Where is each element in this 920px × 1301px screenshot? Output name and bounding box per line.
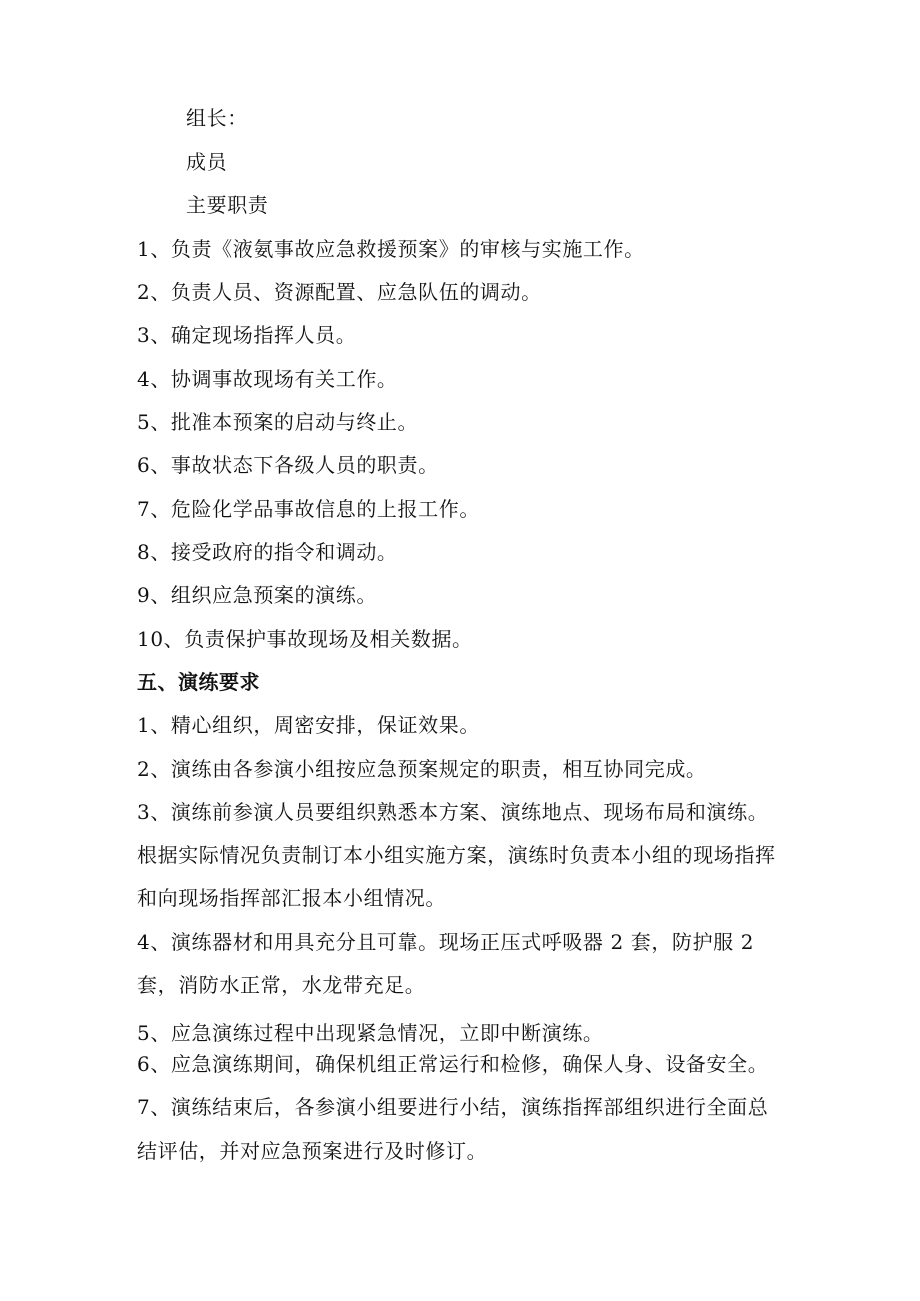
requirement-item-1: 1、精心组织，周密安排，保证效果。 xyxy=(137,713,480,737)
duty-item-2: 2、负责人员、资源配置、应急队伍的调动。 xyxy=(137,280,542,304)
requirement-item-3-cont-1: 根据实际情况负责制订本小组实施方案，演练时负责本小组的现场指挥 xyxy=(137,843,776,867)
requirement-item-4: 4、演练器材和用具充分且可靠。现场正压式呼吸器 2 套，防护服 2 xyxy=(137,930,755,954)
requirement-item-7: 7、演练结束后，各参演小组要进行小结，演练指挥部组织进行全面总 xyxy=(137,1095,769,1119)
members-label: 成员 xyxy=(186,150,228,174)
duty-item-3: 3、确定现场指挥人员。 xyxy=(137,323,357,347)
duties-label: 主要职责 xyxy=(186,193,269,217)
requirement-item-4-cont: 套，消防水正常，水龙带充足。 xyxy=(137,973,426,997)
leader-label: 组长： xyxy=(186,106,248,130)
duty-item-8: 8、接受政府的指令和调动。 xyxy=(137,540,398,564)
requirement-item-6: 6、应急演练期间，确保机组正常运行和检修，确保人身、设备安全。 xyxy=(137,1052,769,1076)
section-heading: 五、演练要求 xyxy=(137,670,260,694)
duty-item-1: 1、负责《液氨事故应急救援预案》的审核与实施工作。 xyxy=(137,237,645,261)
requirement-item-5: 5、应急演练过程中出现紧急情况，立即中断演练。 xyxy=(137,1021,604,1045)
requirement-item-3-cont-2: 和向现场指挥部汇报本小组情况。 xyxy=(137,886,446,910)
duty-item-4: 4、协调事故现场有关工作。 xyxy=(137,367,398,391)
duty-item-10: 10、负责保护事故现场及相关数据。 xyxy=(137,627,473,651)
requirement-item-7-cont: 结评估，并对应急预案进行及时修订。 xyxy=(137,1139,488,1163)
duty-item-6: 6、事故状态下各级人员的职责。 xyxy=(137,453,439,477)
requirement-item-3: 3、演练前参演人员要组织熟悉本方案、演练地点、现场布局和演练。 xyxy=(137,800,769,824)
duty-item-7: 7、危险化学品事故信息的上报工作。 xyxy=(137,497,480,521)
duty-item-9: 9、组织应急预案的演练。 xyxy=(137,583,377,607)
duty-item-5: 5、批准本预案的启动与终止。 xyxy=(137,410,419,434)
requirement-item-2: 2、演练由各参演小组按应急预案规定的职责，相互协同完成。 xyxy=(137,757,707,781)
